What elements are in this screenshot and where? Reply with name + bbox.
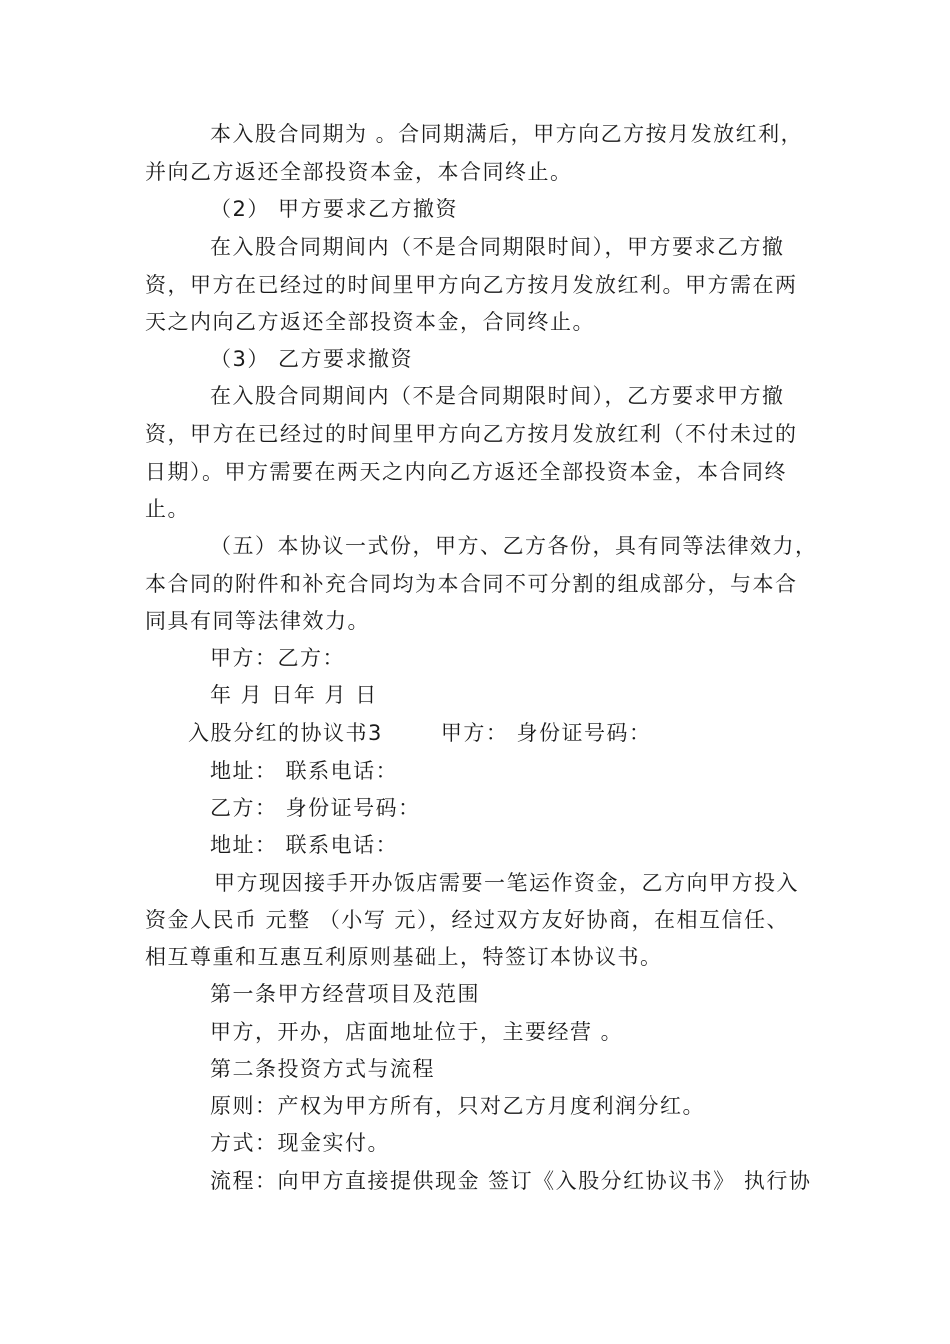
text-line: 甲方，开办，店面地址位于，主要经营 。 <box>210 1020 624 1044</box>
text-line: 甲方现因接手开办饭店需要一笔运作资金，乙方向甲方投入 <box>214 871 799 895</box>
signature-parties: 甲方：乙方： <box>210 646 345 670</box>
section-heading: （3） 乙方要求撤资 <box>210 347 414 371</box>
agreement-heading <box>188 718 652 748</box>
agreement-title: 入股分红的协议书3 <box>188 721 383 745</box>
text-line: 止。 <box>145 497 190 521</box>
party-a-id-label: 甲方： 身份证号码： <box>440 721 652 745</box>
text-line: 资金人民币 元整 （小写 元），经过双方友好协商，在相互信任、 <box>145 908 790 932</box>
section-heading: （2） 甲方要求乙方撤资 <box>210 197 459 221</box>
text-line: 相互尊重和互惠互利原则基础上，特签订本协议书。 <box>145 945 663 969</box>
party-b-id: 乙方： 身份证号码： <box>210 796 421 820</box>
text-line: 本合同的附件和补充合同均为本合同不可分割的组成部分，与本合 <box>145 572 798 596</box>
text-line: 日期）。甲方需要在两天之内向乙方返还全部投资本金，本合同终 <box>145 460 787 484</box>
text-line: 同具有同等法律效力。 <box>145 609 370 633</box>
text-line: 天之内向乙方返还全部投资本金，合同终止。 <box>145 310 595 334</box>
text-line: 在入股合同期间内（不是合同期限时间），甲方要求乙方撤 <box>210 235 785 259</box>
text-line: 资，甲方在已经过的时间里甲方向乙方按月发放红利。甲方需在两 <box>145 273 798 297</box>
article-heading: 第二条投资方式与流程 <box>210 1057 435 1081</box>
signature-dates: 年 月 日年 月 日 <box>210 683 378 707</box>
text-line: 并向乙方返还全部投资本金，本合同终止。 <box>145 160 573 184</box>
article-heading: 第一条甲方经营项目及范围 <box>210 982 480 1006</box>
text-line: 本入股合同期为 。合同期满后，甲方向乙方按月发放红利， <box>210 122 804 146</box>
text-line: 资，甲方在已经过的时间里甲方向乙方按月发放红利（不付未过的 <box>145 422 798 446</box>
text-line: 原则：产权为甲方所有，只对乙方月度利润分红。 <box>210 1094 705 1118</box>
text-line: 方式：现金实付。 <box>210 1131 390 1155</box>
text-line: 在入股合同期间内（不是合同期限时间），乙方要求甲方撤 <box>210 384 785 408</box>
party-a-address: 地址： 联系电话： <box>210 759 399 783</box>
party-b-address: 地址： 联系电话： <box>210 833 399 857</box>
text-line: （五）本协议一式份，甲方、乙方各份，具有同等法律效力， <box>210 534 818 558</box>
text-line: 流程：向甲方直接提供现金 签订《入股分红协议书》 执行协 <box>210 1169 812 1193</box>
